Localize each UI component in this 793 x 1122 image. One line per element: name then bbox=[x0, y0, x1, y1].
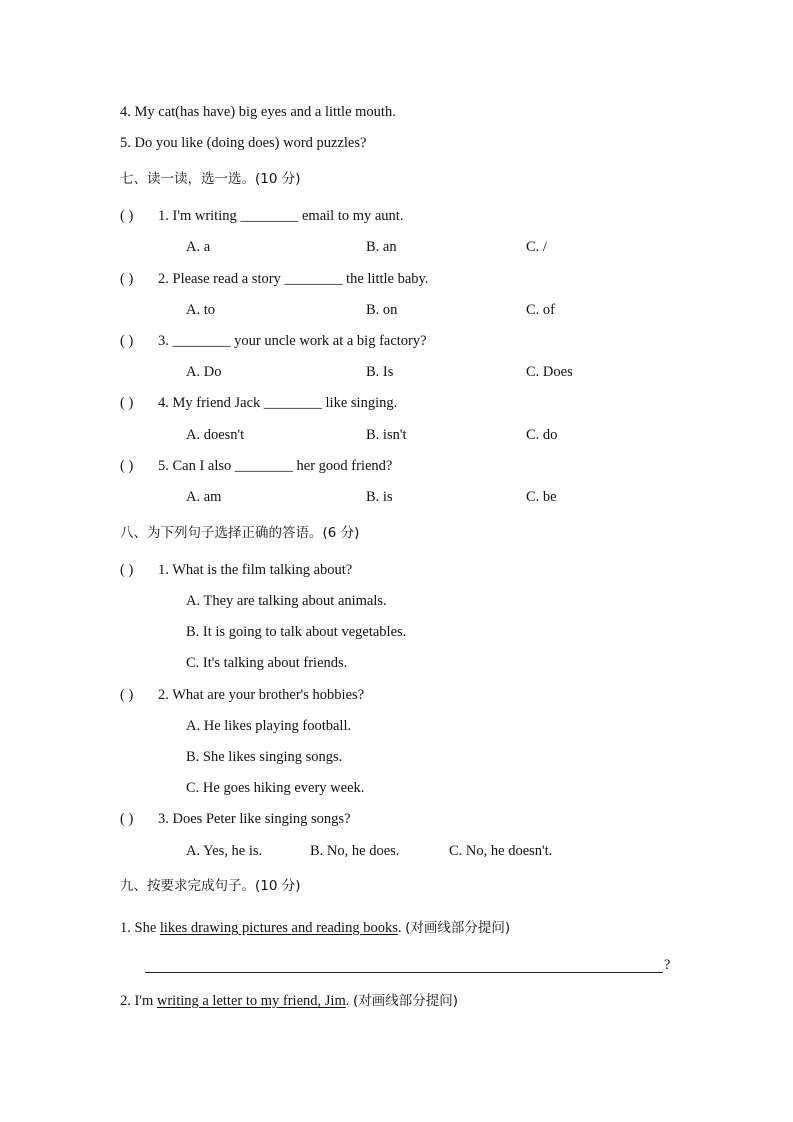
answer-paren: ( ) bbox=[120, 811, 134, 827]
option-b: B. on bbox=[366, 302, 398, 318]
question-stem: 1. I'm writing ________ email to my aunt. bbox=[158, 208, 404, 224]
option-a: A. a bbox=[186, 239, 211, 255]
instruction-note: (对画线部分提问) bbox=[405, 920, 511, 936]
instruction-note: (对画线部分提问) bbox=[352, 993, 459, 1009]
question-stem: 3. Does Peter like singing songs? bbox=[158, 811, 351, 827]
section-9-title: 九、按要求完成句子。(10 分) bbox=[120, 878, 301, 894]
answer-line[interactable] bbox=[145, 972, 663, 973]
underlined-phrase: writing a letter to my friend, Jim bbox=[156, 993, 346, 1009]
option-b: B. No, he does. bbox=[310, 843, 400, 859]
option-c: C. No, he doesn't. bbox=[449, 843, 553, 859]
item-prefix: 1. She bbox=[120, 920, 160, 936]
item-prefix: 2. I'm bbox=[120, 993, 157, 1009]
item-suffix: . bbox=[345, 993, 353, 1009]
option-b: B. isn't bbox=[366, 427, 407, 443]
question-stem: 3. ________ your uncle work at a big factory? bbox=[158, 333, 427, 349]
option-a: A. Do bbox=[186, 364, 222, 380]
option-a: A. am bbox=[186, 489, 222, 505]
question-stem: 4. My friend Jack ________ like singing. bbox=[158, 395, 398, 411]
question-stem: 2. Please read a story ________ the little baby. bbox=[158, 271, 429, 287]
option-b: B. She likes singing songs. bbox=[186, 749, 343, 765]
underlined-phrase: likes drawing pictures and reading books bbox=[159, 920, 398, 936]
answer-paren: ( ) bbox=[120, 458, 134, 474]
option-a: A. Yes, he is. bbox=[186, 843, 263, 859]
option-c: C. / bbox=[526, 239, 547, 255]
answer-paren: ( ) bbox=[120, 395, 134, 411]
answer-paren: ( ) bbox=[120, 208, 134, 224]
option-a: A. He likes playing football. bbox=[186, 718, 352, 734]
question-stem: 1. What is the film talking about? bbox=[158, 562, 353, 578]
section-7-title: 七、读一读，选一选。(10 分) bbox=[120, 171, 301, 187]
option-c: C. He goes hiking every week. bbox=[186, 780, 365, 796]
answer-paren: ( ) bbox=[120, 687, 134, 703]
option-c: C. do bbox=[526, 427, 558, 443]
answer-paren: ( ) bbox=[120, 271, 134, 287]
option-b: B. is bbox=[366, 489, 393, 505]
option-b: B. an bbox=[366, 239, 397, 255]
option-a: A. to bbox=[186, 302, 215, 318]
option-c: C. be bbox=[526, 489, 557, 505]
section-8-title: 八、为下列句子选择正确的答语。(6 分) bbox=[120, 525, 360, 541]
question-stem: 2. What are your brother's hobbies? bbox=[158, 687, 365, 703]
option-b: B. Is bbox=[366, 364, 394, 380]
question-stem: 5. Can I also ________ her good friend? bbox=[158, 458, 393, 474]
item-suffix: . bbox=[397, 920, 406, 936]
question-6-4: 4. My cat(has have) big eyes and a little mouth. bbox=[120, 104, 396, 120]
answer-paren: ( ) bbox=[120, 333, 134, 349]
option-c: C. of bbox=[526, 302, 555, 318]
answer-paren: ( ) bbox=[120, 562, 134, 578]
transform-item-1 bbox=[120, 919, 510, 937]
answer-end-mark: ? bbox=[664, 957, 671, 973]
question-6-5: 5. Do you like (doing does) word puzzles? bbox=[120, 135, 367, 151]
option-a: A. They are talking about animals. bbox=[186, 593, 387, 609]
option-a: A. doesn't bbox=[186, 427, 245, 443]
option-b: B. It is going to talk about vegetables. bbox=[186, 624, 407, 640]
option-c: C. Does bbox=[526, 364, 573, 380]
transform-item-2 bbox=[120, 992, 458, 1010]
option-c: C. It's talking about friends. bbox=[186, 655, 348, 671]
